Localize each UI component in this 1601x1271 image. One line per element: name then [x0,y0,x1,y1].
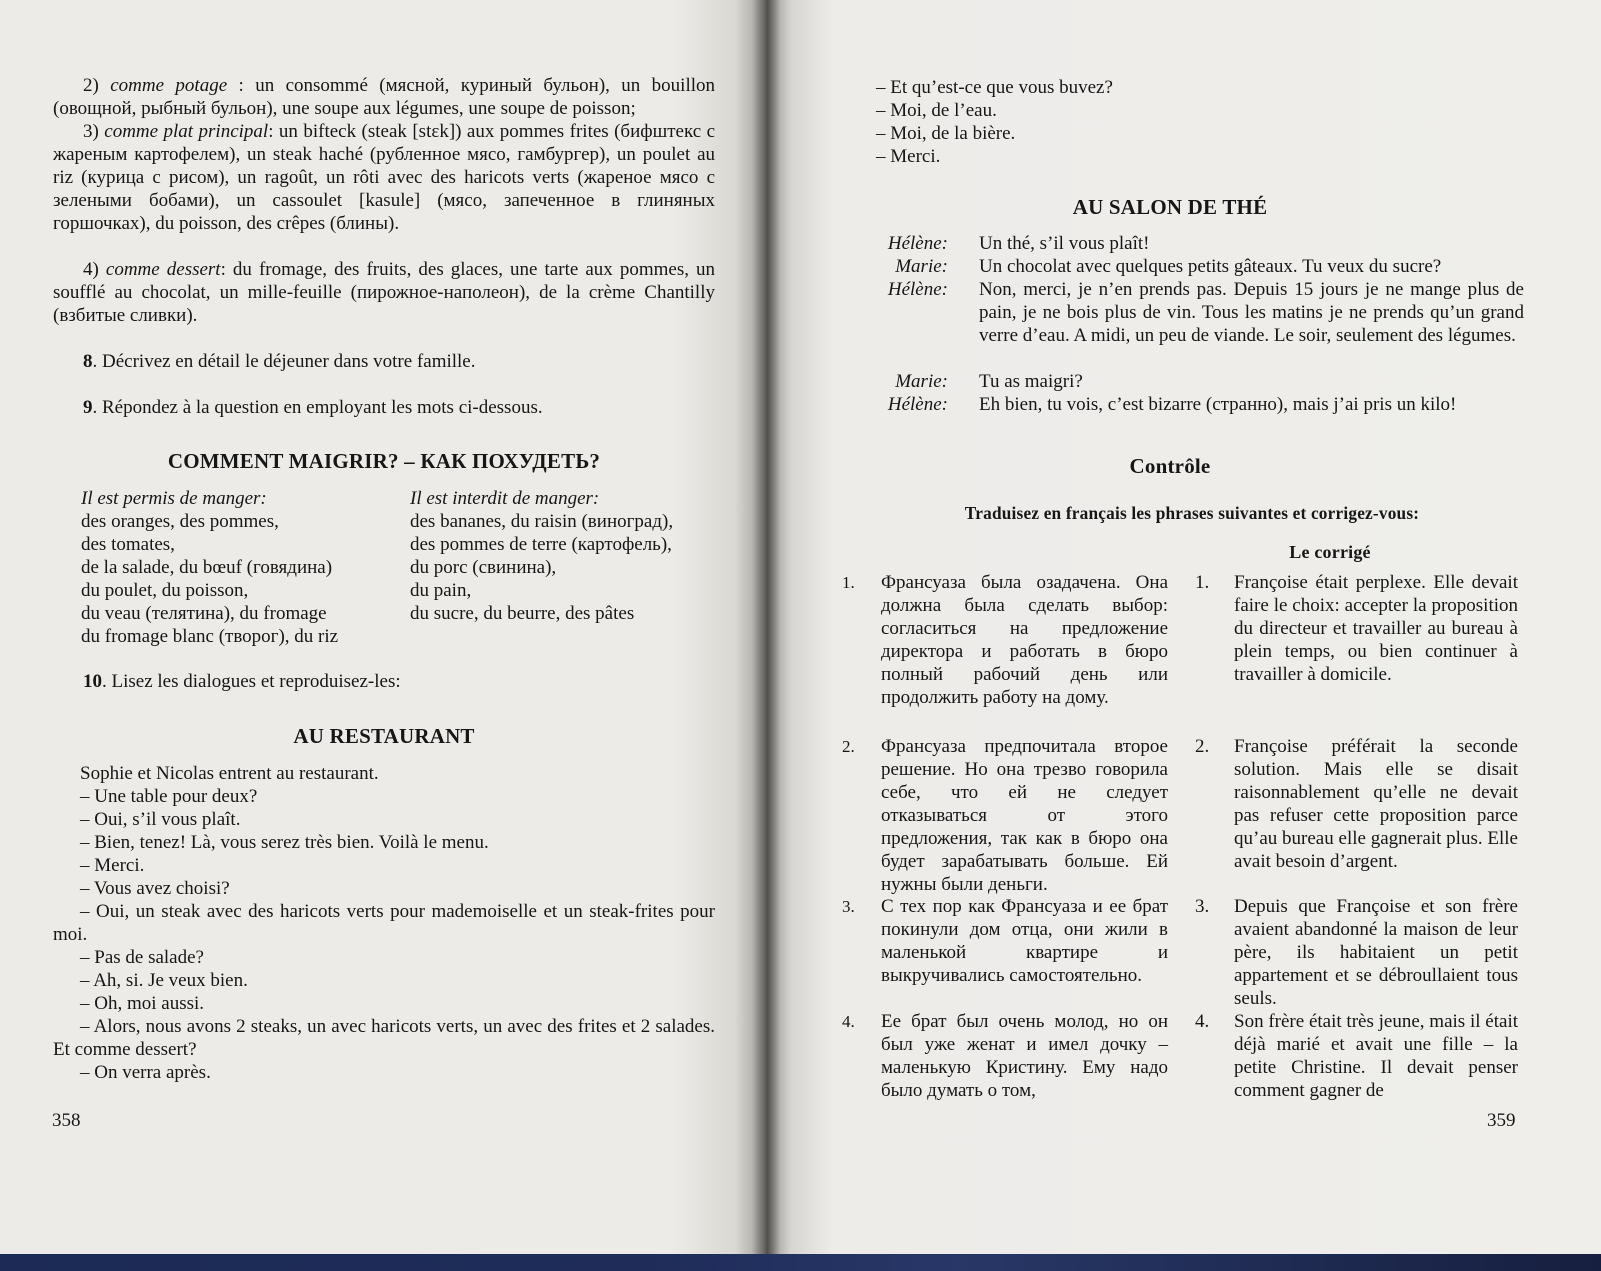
interdit-item: des pommes de terre (картофель), [410,534,672,555]
speaker-text-content: Non, merci, je n’en prends pas. Depuis 15 jours je ne mange plus de pain, je ne bois plus de vin. Tous les matins je ne prends qu’un grand verre d’eau. A midi, un peu de viande. Le soir, seulement des légumes. [979,279,1524,346]
speaker-text: Un chocolat avec quelques petits gâteaux. Tu veux du sucre? [979,256,1442,277]
interdit-column [410,487,730,625]
dialogue-line: – Vous avez choisi? [80,878,230,899]
page-number-right: 359 [1487,1110,1516,1131]
dialogue-line: – Ah, si. Je veux bien. [80,970,248,991]
permis-item: du poulet, du poisson, [81,580,249,601]
permis-heading: Il est permis de manger: [81,488,267,509]
item-ru: Франсуаза предпочитала второе решение. Но она трезво говорила себе, что ей не следует отказываться от этого предложения, так как в бюро она будет зарабатывать больше. Ей нужны были деньги. [881,736,1168,895]
exercise-text: . Lisez les dialogues et reproduisez-les: [102,671,401,692]
dialogue-line: – Oh, moi aussi. [80,993,205,1014]
item-number: 3. [1195,896,1210,917]
bottom-edge [0,1254,1601,1271]
interdit-heading: Il est interdit de manger: [410,488,600,509]
item-ru: Ее брат был очень молод, но он был уже женат и имел дочку – маленькую Кристину. Ему надо было думать о том, [881,1011,1168,1101]
para-text: : un consommé (мясной, куриный бульон), un bouillon (овощной, рыбный бульон), une soupe aux légumes, une soupe de poisson; [53,75,716,119]
speaker-label: Hélène: [887,233,948,254]
dialogue-line: – On verra après. [80,1062,211,1083]
exercise-10 [83,670,723,693]
para-text: : un bifteck (steak [stɛk]) aux pommes frites (бифштекс с жареным картофелем), un steak haché (рубленное мясо, гамбургер), un poulet au riz (курица с рисом), un ragoût, un rôti avec des haricots verts (жареное мясо с зелеными бобами), un cassoulet [kasule] (мясо, запеченное в глиняных горшочках), du poisson, des crêpes (блины). [53,121,716,234]
exercise-text: . Décrivez en détail le déjeuner dans votre famille. [92,351,476,372]
item-fr: Son frère était très jeune, mais il était déjà marié et avait une fille – la petite Christine. Il devait penser comment gagner de [1234,1011,1518,1101]
exercise-8 [83,350,723,373]
para-lead: comme dessert [105,259,221,280]
permis-item: des oranges, des pommes, [81,511,279,532]
interdit-item: du porc (свинина), [410,557,557,578]
corrige-heading: Le corrigé [1289,542,1371,562]
item-fr: Françoise était perplexe. Elle devait faire le choix: accepter la proposition du directeur et travailler au bureau à plein temps, ou bien continuer à travailler à domicile. [1234,572,1518,685]
maigrir-heading: COMMENT MAIGRIR? – КАК ПОХУДЕТЬ? [167,449,601,473]
dialogue-line: – Une table pour deux? [80,786,258,807]
item-number: 3. [842,897,855,916]
permis-item: de la salade, du bœuf (говядина) [81,557,333,578]
exercise-number: 9 [83,397,93,418]
dialogue-line: – Moi, de la bière. [876,123,1016,144]
item-number: 1. [842,573,855,592]
speaker-text [979,278,1524,347]
book-spine-shadow [752,0,780,1254]
speaker-label: Hélène: [887,394,948,415]
salon-intro-lines [876,76,1196,168]
speaker-label: Marie: [895,371,948,392]
para-lead: comme plat principal [104,121,269,142]
item-number: 4. [842,1012,855,1031]
interdit-item: des bananes, du raisin (виноград), [410,511,674,532]
item-number: 1. [1195,572,1210,593]
dialogue-line: – Pas de salade? [80,947,204,968]
menu-item-dessert [53,258,715,327]
salon-heading: AU SALON DE THÉ [1072,195,1268,219]
item-ru: Франсуаза была озадачена. Она должна была сделать выбор: согласиться на предложение директора и работать в бюро полный рабочий день или продолжить работу на дому. [881,572,1168,708]
para-label: 4) [83,259,106,280]
para-lead: comme potage [110,75,228,96]
restaurant-heading: AU RESTAURANT [293,724,475,748]
para-text: : du fromage, des fruits, des glaces, une tarte aux pommes, un soufflé au chocolat, un mille-feuille (пирожное-наполеон), de la crème Chantilly (взбитые сливки). [53,259,716,326]
dialogue-line: – Alors, nous avons 2 steaks, un avec haricots verts, un avec des frites et 2 salades. Et comme dessert? [53,1016,715,1060]
interdit-item: du sucre, du beurre, des pâtes [410,603,635,624]
controle-heading: Contrôle [1129,454,1211,478]
exercise-number: 8 [83,351,93,372]
menu-item-potage [53,74,715,120]
speaker-label: Hélène: [887,279,948,300]
item-ru: С тех пор как Франсуаза и ее брат покинули дом отца, они жили в маленькой квартире и выкручивались самостоятельно. [881,896,1168,986]
permis-item: des tomates, [81,534,175,555]
restaurant-dialogue [53,762,715,1084]
dialogue-line: – Bien, tenez! Là, vous serez très bien. Voilà le menu. [80,832,489,853]
exercise-number: 10 [83,671,102,692]
permis-item: du veau (телятина), du fromage [81,603,327,624]
speaker-text: Un thé, s’il vous plaît! [979,233,1150,254]
item-fr: Depuis que Françoise et son frère avaient abandonné la maison de leur père, ils habitaient un petit appartement et se débroullaient tous seuls. [1234,896,1518,1009]
item-number: 2. [842,737,855,756]
speaker-label: Marie: [895,256,948,277]
dialogue-line: – Et qu’est-ce que vous buvez? [876,77,1113,98]
dialogue-line: – Moi, de l’eau. [876,100,997,121]
exercise-9 [83,396,723,419]
item-number: 2. [1195,736,1210,757]
interdit-item: du pain, [410,580,472,601]
dialogue-line: – Merci. [876,146,941,167]
para-label: 3) [83,121,105,142]
permis-column [81,487,411,648]
dialogue-line: – Oui, s’il vous plaît. [80,809,241,830]
dialogue-line: Sophie et Nicolas entrent au restaurant. [80,763,379,784]
speaker-text: Eh bien, tu vois, c’est bizarre (странно), mais j’ai pris un kilo! [979,394,1457,415]
exercise-text: . Répondez à la question en employant les mots ci-dessous. [92,397,543,418]
para-label: 2) [83,75,111,96]
page-number-left: 358 [52,1110,81,1131]
dialogue-line: – Merci. [80,855,145,876]
speaker-text: Tu as maigri? [979,371,1083,392]
menu-item-plat-principal [53,120,715,235]
item-fr: Françoise préférait la seconde solution. Mais elle se disait raisonnablement qu’elle ne devait pas refuser cette proposition parce qu’au bureau elle gagnerait plus. Elle avait besoin d’argent. [1234,736,1518,872]
instruction: Traduisez en français les phrases suivantes et corrigez-vous: [964,503,1420,523]
permis-item: du fromage blanc (творог), du riz [81,626,339,647]
dialogue-line: – Oui, un steak avec des haricots verts pour mademoiselle et un steak-frites pour moi. [53,901,715,945]
item-number: 4. [1195,1011,1210,1032]
